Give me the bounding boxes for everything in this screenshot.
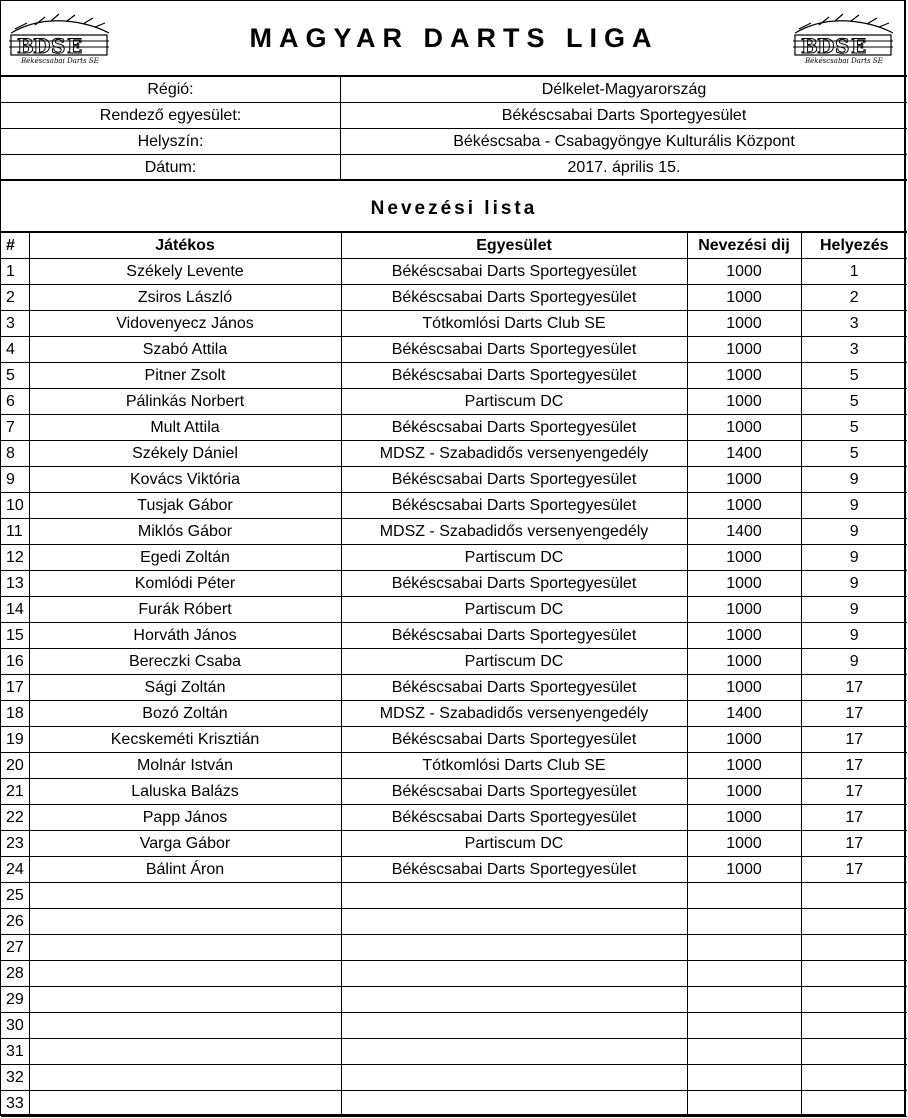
entry-fee: 1000 [687, 545, 801, 571]
placement: 9 [801, 519, 907, 545]
club-name: Békéscsabai Darts Sportegyesület [341, 337, 687, 363]
row-number: 20 [1, 753, 29, 779]
svg-text:D: D [33, 34, 51, 58]
placement [801, 1065, 907, 1091]
row-number: 27 [1, 935, 29, 961]
entry-fee: 1000 [687, 363, 801, 389]
row-number: 5 [1, 363, 29, 389]
row-number: 15 [1, 623, 29, 649]
row-number: 25 [1, 883, 29, 909]
club-name: Békéscsabai Darts Sportegyesület [341, 467, 687, 493]
club-logo-right [789, 11, 899, 69]
club-name: Békéscsabai Darts Sportegyesület [341, 805, 687, 831]
placement: 9 [801, 545, 907, 571]
table-row [1, 987, 907, 1013]
player-name [29, 1065, 341, 1091]
player-name: Pálinkás Norbert [29, 389, 341, 415]
club-name: Békéscsabai Darts Sportegyesület [341, 623, 687, 649]
club-name [341, 1039, 687, 1065]
club-name: Partiscum DC [341, 649, 687, 675]
row-number: 6 [1, 389, 29, 415]
player-name: Bálint Áron [29, 857, 341, 883]
placement: 9 [801, 467, 907, 493]
row-number: 10 [1, 493, 29, 519]
page-title: MAGYAR DARTS LIGA [249, 23, 659, 53]
club-name: Tótkomlósi Darts Club SE [341, 753, 687, 779]
club-name: Partiscum DC [341, 831, 687, 857]
entry-fee: 1400 [687, 701, 801, 727]
club-name: Partiscum DC [341, 597, 687, 623]
player-name: Sági Zoltán [29, 675, 341, 701]
row-number: 24 [1, 857, 29, 883]
table-row [1, 545, 907, 571]
row-number: 33 [1, 1091, 29, 1117]
row-number: 4 [1, 337, 29, 363]
club-name: Békéscsabai Darts Sportegyesület [341, 779, 687, 805]
row-number: 23 [1, 831, 29, 857]
player-name: Bereczki Csaba [29, 649, 341, 675]
club-name: Békéscsabai Darts Sportegyesület [341, 493, 687, 519]
placement: 5 [801, 441, 907, 467]
placement: 9 [801, 649, 907, 675]
column-header-number: # [1, 233, 29, 259]
club-name [341, 987, 687, 1013]
club-name: Békéscsabai Darts Sportegyesület [341, 675, 687, 701]
club-name [341, 909, 687, 935]
row-number: 18 [1, 701, 29, 727]
club-name [341, 1013, 687, 1039]
club-name: Partiscum DC [341, 545, 687, 571]
entry-fee: 1000 [687, 259, 801, 285]
table-row [1, 727, 907, 753]
table-row [1, 831, 907, 857]
placement: 5 [801, 389, 907, 415]
entry-fee: 1000 [687, 831, 801, 857]
row-number: 21 [1, 779, 29, 805]
club-name: Békéscsabai Darts Sportegyesület [341, 727, 687, 753]
info-value: 2017. április 15. [567, 159, 681, 176]
club-name: MDSZ - Szabadidős versenyengedély [341, 441, 687, 467]
table-row [1, 883, 907, 909]
placement: 17 [801, 675, 907, 701]
row-number: 31 [1, 1039, 29, 1065]
entry-fee [687, 961, 801, 987]
svg-text:S: S [51, 34, 66, 58]
player-name [29, 909, 341, 935]
table-row [1, 857, 907, 883]
row-number: 9 [1, 467, 29, 493]
club-name: Tótkomlósi Darts Club SE [341, 311, 687, 337]
row-number: 16 [1, 649, 29, 675]
info-row-date [1, 155, 907, 181]
entry-table [1, 233, 907, 1117]
logo-caption: Békéscsabai Darts SE [805, 57, 883, 65]
club-name: MDSZ - Szabadidős versenyengedély [341, 701, 687, 727]
table-row [1, 363, 907, 389]
player-name: Varga Gábor [29, 831, 341, 857]
entry-fee: 1000 [687, 727, 801, 753]
placement: 9 [801, 597, 907, 623]
placement: 1 [801, 259, 907, 285]
placement: 17 [801, 831, 907, 857]
table-row [1, 415, 907, 441]
row-number: 11 [1, 519, 29, 545]
table-row [1, 935, 907, 961]
row-number: 28 [1, 961, 29, 987]
placement: 3 [801, 311, 907, 337]
table-row [1, 1091, 907, 1117]
table-row [1, 753, 907, 779]
svg-text:B: B [801, 34, 818, 58]
entry-fee: 1000 [687, 311, 801, 337]
club-name: Partiscum DC [341, 389, 687, 415]
column-header-player: Játékos [29, 233, 341, 259]
table-row [1, 389, 907, 415]
entry-fee: 1000 [687, 493, 801, 519]
row-number: 19 [1, 727, 29, 753]
club-name [341, 1065, 687, 1091]
entry-fee [687, 935, 801, 961]
table-row [1, 779, 907, 805]
placement: 5 [801, 415, 907, 441]
player-name [29, 883, 341, 909]
club-name: Békéscsabai Darts Sportegyesület [341, 571, 687, 597]
placement: 9 [801, 493, 907, 519]
row-number: 8 [1, 441, 29, 467]
table-row [1, 701, 907, 727]
placement [801, 1039, 907, 1065]
row-number: 17 [1, 675, 29, 701]
table-row [1, 623, 907, 649]
player-name: Zsiros László [29, 285, 341, 311]
club-name: Békéscsabai Darts Sportegyesület [341, 285, 687, 311]
club-name [341, 883, 687, 909]
info-row-organizer [1, 103, 907, 129]
player-name: Kecskeméti Krisztián [29, 727, 341, 753]
info-value: Békéscsaba - Csabagyöngye Kulturális Központ [453, 133, 795, 150]
placement: 17 [801, 753, 907, 779]
placement: 17 [801, 857, 907, 883]
info-row-venue [1, 129, 907, 155]
player-name: Horváth János [29, 623, 341, 649]
table-row [1, 649, 907, 675]
player-name: Kovács Viktória [29, 467, 341, 493]
player-name [29, 1013, 341, 1039]
entry-fee [687, 1013, 801, 1039]
entry-fee: 1400 [687, 441, 801, 467]
player-name: Molnár István [29, 753, 341, 779]
player-name: Miklós Gábor [29, 519, 341, 545]
placement: 17 [801, 701, 907, 727]
entry-fee: 1000 [687, 857, 801, 883]
info-label: Régió: [1, 77, 341, 102]
player-name [29, 987, 341, 1013]
info-row-region [1, 77, 907, 103]
table-row [1, 1013, 907, 1039]
entry-fee: 1000 [687, 675, 801, 701]
svg-text:E: E [851, 34, 867, 58]
entry-fee: 1000 [687, 649, 801, 675]
placement [801, 883, 907, 909]
placement: 2 [801, 285, 907, 311]
entry-fee: 1000 [687, 415, 801, 441]
placement: 9 [801, 623, 907, 649]
placement: 5 [801, 363, 907, 389]
player-name: Székely Dániel [29, 441, 341, 467]
player-name: Székely Levente [29, 259, 341, 285]
row-number: 22 [1, 805, 29, 831]
row-number: 29 [1, 987, 29, 1013]
placement: 17 [801, 805, 907, 831]
list-title: Nevezési lista [1, 185, 907, 233]
club-name [341, 935, 687, 961]
player-name: Furák Róbert [29, 597, 341, 623]
entry-fee: 1000 [687, 805, 801, 831]
player-name: Szabó Attila [29, 337, 341, 363]
svg-text:E: E [67, 34, 83, 58]
player-name: Egedi Zoltán [29, 545, 341, 571]
column-header-club: Egyesület [341, 233, 687, 259]
player-name: Laluska Balázs [29, 779, 341, 805]
row-number: 3 [1, 311, 29, 337]
svg-text:S: S [835, 34, 850, 58]
info-label: Rendező egyesület: [1, 103, 341, 128]
table-row [1, 571, 907, 597]
club-name: Békéscsabai Darts Sportegyesület [341, 857, 687, 883]
row-number: 1 [1, 259, 29, 285]
placement: 9 [801, 571, 907, 597]
svg-text:D: D [817, 34, 835, 58]
entry-fee [687, 909, 801, 935]
row-number: 12 [1, 545, 29, 571]
table-row [1, 441, 907, 467]
row-number: 14 [1, 597, 29, 623]
info-label: Helyszín: [1, 129, 341, 154]
player-name [29, 961, 341, 987]
entry-fee [687, 1039, 801, 1065]
entry-fee: 1000 [687, 285, 801, 311]
row-number: 30 [1, 1013, 29, 1039]
info-value: Délkelet-Magyarország [541, 81, 707, 98]
info-label: Dátum: [1, 155, 341, 180]
player-name [29, 935, 341, 961]
table-row [1, 519, 907, 545]
placement [801, 961, 907, 987]
entry-fee: 1000 [687, 389, 801, 415]
table-row [1, 285, 907, 311]
entry-fee: 1000 [687, 623, 801, 649]
table-row [1, 467, 907, 493]
row-number: 13 [1, 571, 29, 597]
svg-text:B: B [17, 34, 34, 58]
player-name: Komlódi Péter [29, 571, 341, 597]
table-row [1, 337, 907, 363]
entry-fee: 1000 [687, 467, 801, 493]
placement [801, 1013, 907, 1039]
logo-caption: Békéscsabai Darts SE [21, 57, 99, 65]
table-row [1, 675, 907, 701]
entry-fee: 1000 [687, 571, 801, 597]
club-name: Békéscsabai Darts Sportegyesület [341, 259, 687, 285]
placement: 17 [801, 727, 907, 753]
club-name [341, 961, 687, 987]
table-row [1, 961, 907, 987]
table-row [1, 597, 907, 623]
placement [801, 1091, 907, 1117]
placement [801, 909, 907, 935]
entry-fee [687, 1091, 801, 1117]
table-header-row [1, 233, 907, 259]
entry-fee: 1000 [687, 779, 801, 805]
club-name: MDSZ - Szabadidős versenyengedély [341, 519, 687, 545]
player-name: Pitner Zsolt [29, 363, 341, 389]
player-name: Bozó Zoltán [29, 701, 341, 727]
entry-fee [687, 1065, 801, 1091]
column-header-fee: Nevezési dij [687, 233, 801, 259]
row-number: 32 [1, 1065, 29, 1091]
club-name [341, 1091, 687, 1117]
row-number: 7 [1, 415, 29, 441]
player-name [29, 1091, 341, 1117]
table-row [1, 493, 907, 519]
entry-fee: 1400 [687, 519, 801, 545]
table-row [1, 805, 907, 831]
header [1, 1, 907, 77]
entry-fee: 1000 [687, 337, 801, 363]
table-row [1, 909, 907, 935]
entry-fee [687, 987, 801, 1013]
player-name: Mult Attila [29, 415, 341, 441]
player-name: Vidovenyecz János [29, 311, 341, 337]
table-row [1, 1065, 907, 1091]
placement [801, 987, 907, 1013]
player-name [29, 1039, 341, 1065]
column-header-placement: Helyezés [801, 233, 907, 259]
table-row [1, 259, 907, 285]
info-value: Békéscsabai Darts Sportegyesület [501, 107, 747, 124]
placement [801, 935, 907, 961]
entry-fee [687, 883, 801, 909]
entry-fee: 1000 [687, 597, 801, 623]
table-row [1, 311, 907, 337]
entry-fee: 1000 [687, 753, 801, 779]
table-row [1, 1039, 907, 1065]
player-name: Tusjak Gábor [29, 493, 341, 519]
club-name: Békéscsabai Darts Sportegyesület [341, 363, 687, 389]
row-number: 26 [1, 909, 29, 935]
placement: 3 [801, 337, 907, 363]
player-name: Papp János [29, 805, 341, 831]
club-name: Békéscsabai Darts Sportegyesület [341, 415, 687, 441]
placement: 17 [801, 779, 907, 805]
row-number: 2 [1, 285, 29, 311]
